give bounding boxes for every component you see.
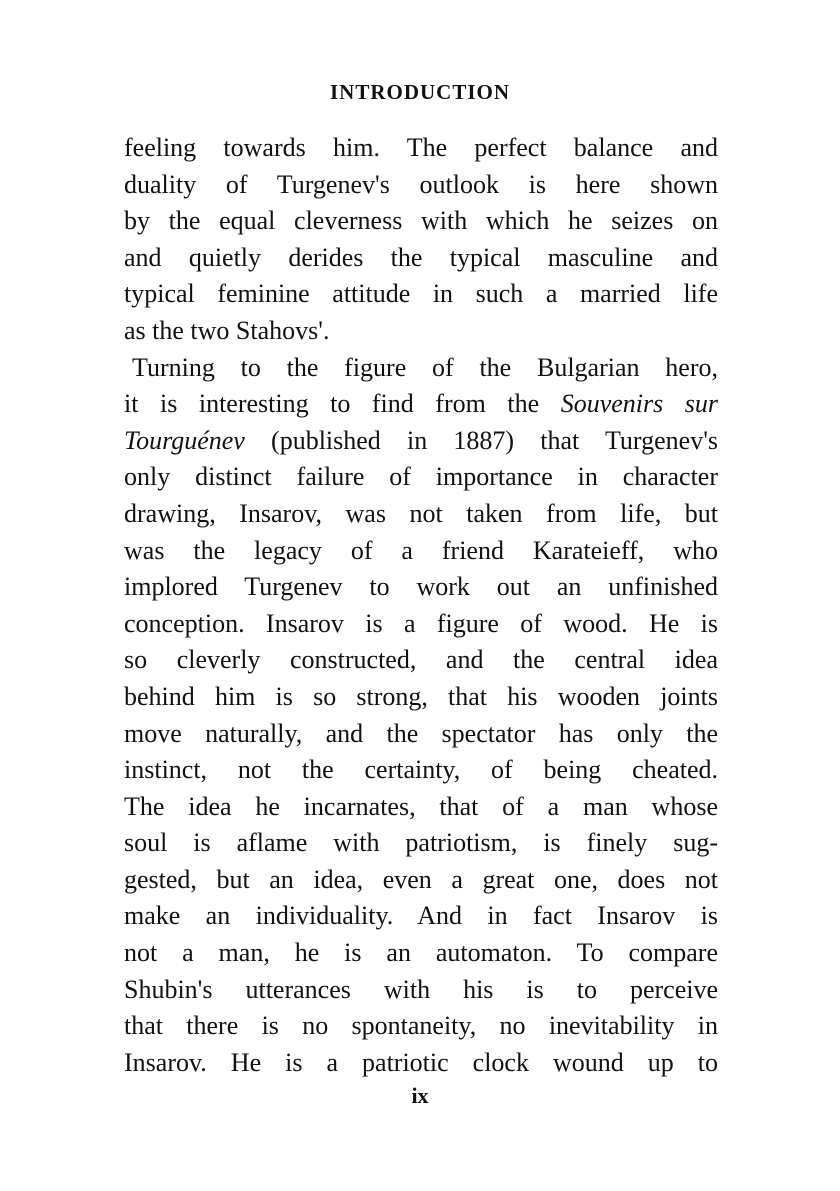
italic-title: Souvenirs sur — [560, 389, 718, 419]
text-line: not a man, he is an automaton. To compare — [124, 938, 718, 968]
text-line: make an individuality. And in fact Insarov is — [124, 901, 718, 931]
text-line: The idea he incarnates, that of a man whose — [124, 791, 718, 821]
text-line: instinct, not the certainty, of being cheated. — [124, 755, 718, 785]
text-line — [124, 386, 718, 423]
text-line: only distinct failure of importance in character — [124, 462, 718, 492]
text-line: Insarov. He is a patriotic clock wound up to — [124, 1047, 718, 1077]
text-line: and quietly derides the typical masculine and — [124, 242, 718, 272]
text-line: duality of Turgenev's outlook is here shown — [124, 169, 718, 199]
italic-title: Tourguénev — [124, 425, 245, 455]
text-segment: Turning to the figure of the Bulgarian hero, — [132, 352, 718, 382]
running-head: INTRODUCTION — [329, 80, 511, 104]
text-line: implored Turgenev to work out an unfinished — [124, 572, 718, 602]
text-line: Shubin's utterances with his is to perceive — [124, 974, 718, 1004]
text-line: as the two Stahovs'. — [124, 315, 330, 345]
text-line: feeling towards him. The perfect balance and — [124, 133, 718, 162]
text-line — [124, 350, 718, 387]
text-line: drawing, Insarov, was not taken from life, but — [124, 498, 718, 528]
text-line — [124, 423, 718, 460]
text-line: move naturally, and the spectator has only the — [124, 718, 718, 748]
text-line: by the equal cleverness with which he seizes on — [124, 206, 718, 236]
text-line: soul is aflame with patriotism, is finely sug- — [124, 828, 718, 858]
page-number: ix — [411, 1083, 429, 1108]
body-text — [124, 130, 718, 1081]
text-segment: (published in 1887) that Turgenev's — [244, 425, 718, 455]
text-line: behind him is so strong, that his wooden joints — [124, 681, 718, 711]
text-line: that there is no spontaneity, no inevitability in — [124, 1011, 718, 1041]
text-line: conception. Insarov is a figure of wood. He is — [124, 608, 718, 638]
text-line: typical feminine attitude in such a married life — [124, 279, 718, 309]
text-segment: it is interesting to find from the — [124, 389, 561, 419]
text-line: gested, but an idea, even a great one, does not — [124, 864, 718, 894]
text-line: was the legacy of a friend Karateieff, who — [124, 535, 718, 565]
text-line: so cleverly constructed, and the central idea — [124, 645, 718, 675]
